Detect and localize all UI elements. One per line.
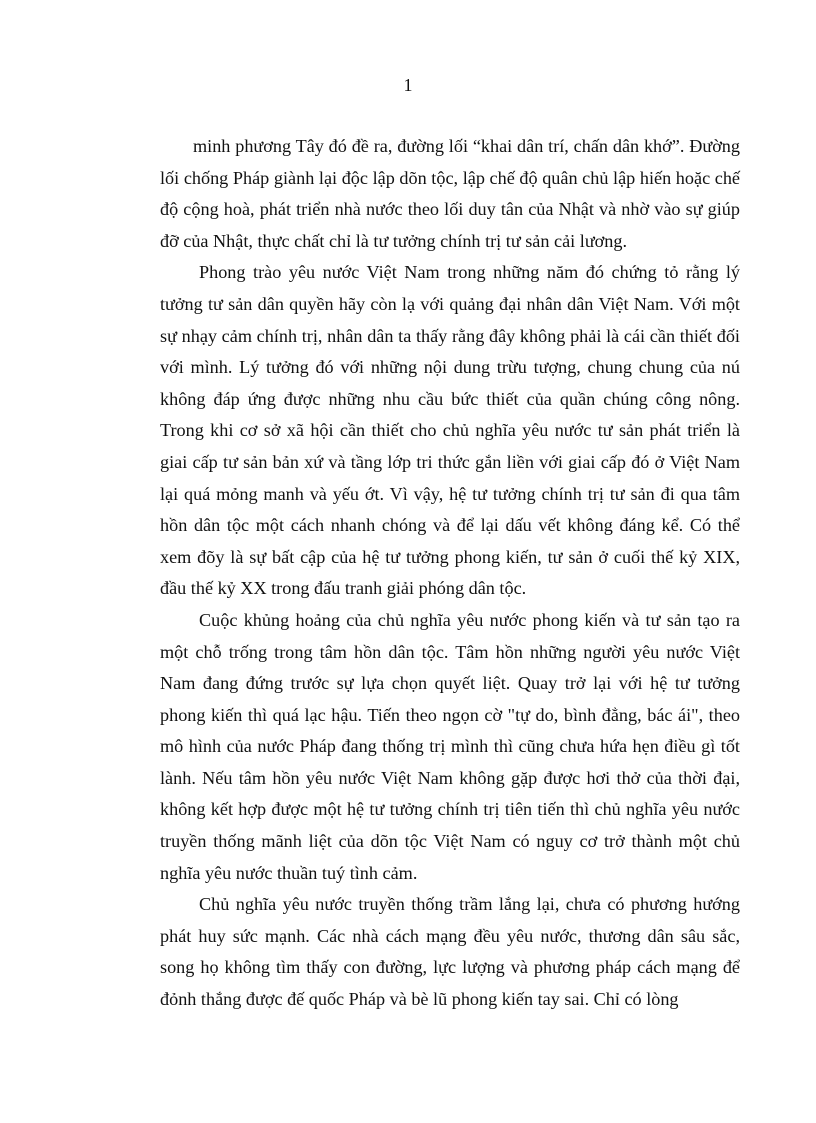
page-number: 1 — [403, 75, 413, 95]
paragraph-4: Chủ nghĩa yêu nước truyền thống trầm lắng lại, chưa có phương hướng phát huy sức mạnh. Các nhà cách mạng đều yêu nước, thương dân sâu sắc, song họ không tìm thấy con đường, lực lượng và phương pháp cách mạng để đỏnh thắng được đế quốc Pháp và bè lũ phong kiến tay sai. Chỉ có lòng — [160, 894, 740, 1010]
paragraph-2: Phong trào yêu nước Việt Nam trong những năm đó chứng tỏ rằng lý tưởng tư sản dân quyền hãy còn lạ với quảng đại nhân dân Việt Nam. Với một sự nhạy cảm chính trị, nhân dân ta thấy rằng đây không phải là cái cần thiết đối với mình. Lý tưởng đó với những nội dung trừu tượng, chung chung của nú không đáp ứng được những nhu cầu bức thiết của quần chúng công nông. Trong khi cơ sở xã hội cần thiết cho chủ nghĩa yêu nước tư sản phát triển là giai cấp tư sản bản xứ và tầng lớp tri thức gắn liền với giai cấp đó ở Việt Nam lại quá mỏng manh và yếu ớt. Vì vậy, hệ tư tưởng chính trị tư sản đi qua tâm hồn dân tộc một cách nhanh chóng và để lại dấu vết không đáng kể. Có thể xem đõy là sự bất cập của hệ tư tưởng phong kiến, tư sản ở cuối thế kỷ XIX, đầu thế kỷ XX trong đấu tranh giải phóng dân tộc. — [160, 262, 740, 599]
document-body — [160, 131, 740, 1016]
paragraph-1: minh phương Tây đó đề ra, đường lối “khai dân trí, chấn dân khớ”. Đường lối chống Pháp giành lại độc lập dõn tộc, lập chế độ quân chủ lập hiến hoặc chế độ cộng hoà, phát triển nhà nước theo lối duy tân của Nhật và nhờ vào sự giúp đỡ của Nhật, thực chất chỉ là tư tưởng chính trị tư sản cải lương. — [160, 136, 740, 251]
paragraph-3: Cuộc khủng hoảng của chủ nghĩa yêu nước phong kiến và tư sản tạo ra một chỗ trống trong tâm hồn dân tộc. Tâm hồn những người yêu nước Việt Nam đang đứng trước sự lựa chọn quyết liệt. Quay trở lại với hệ tư tưởng phong kiến thì quá lạc hậu. Tiến theo ngọn cờ "tự do, bình đẳng, bác ái", theo mô hình của nước Pháp đang thống trị mình thì cũng chưa hứa hẹn điều gì tốt lành. Nếu tâm hồn yêu nước Việt Nam không gặp được hơi thở của thời đại, không kết hợp được một hệ tư tưởng chính trị tiên tiến thì chủ nghĩa yêu nước truyền thống mãnh liệt của dõn tộc Việt Nam có nguy cơ trở thành một chủ nghĩa yêu nước thuần tuý tình cảm. — [160, 609, 740, 883]
